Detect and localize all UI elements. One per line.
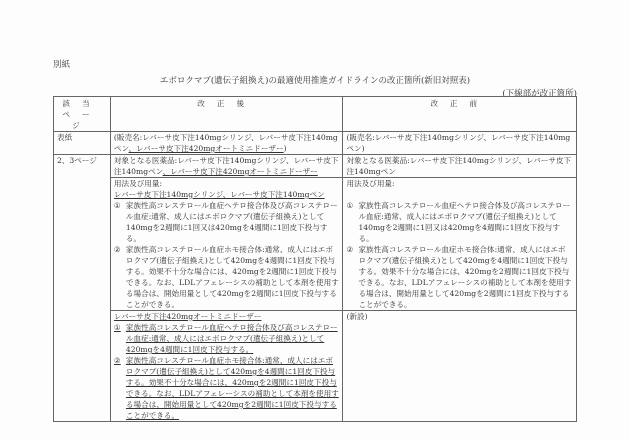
revised-subtitle: レバーサ皮下注140mgシリンジ、レバーサ皮下注140mgペン	[113, 190, 325, 199]
header-page: 該当ページ	[54, 97, 111, 132]
table-row	[54, 132, 577, 155]
new-establishment-note: (新設)	[343, 310, 576, 322]
target-drug-block: 対象となる医薬品:レバーサ皮下注140mgシリンジ、レバーサ皮下注140mgペン	[346, 156, 572, 176]
dosage-item: ② 家族性高コレステロール血症ホモ接合体:通常、成人にはエボロクマブ(遺伝子組換え)として420mgを4週間に1回皮下投与する。効果不十分な場合には、420mgを2週間に1回皮下投与できる。なお、LDLアフェレーシスの補助として本剤を使用する場合は、開始用量として420mgを2週間に1回皮下投与することができる。	[113, 356, 339, 420]
page-cell: 表紙	[54, 132, 111, 155]
table-row	[54, 155, 577, 422]
dosage-block: 用法及び用量: レバーサ皮下注140mgシリンジ、レバーサ皮下注140mgペン ① 家族性高コレステロール血症ヘテロ接合体及び高コレステロール血症:通常、成人にはエボロクマブ(遺伝子組換え)として140mgを2週間に1回又は420mgを4週間に1回皮下投与する。 ② 家族性高コレステロール血症ホモ接合体:通常、成人にはエボロクマブ(遺伝子組換え)として420mgを4週間に1回皮下投与する。効果不十分な場合には、420mgを2週間に1回皮下投与できる。なお、LDLアフェレーシスの補助として本剤を使用する場合は、開始用量として420mgを2週間に1回皮下投与することができる。	[111, 177, 343, 310]
revised-text: 、レバーサ皮下注420mgオートミニドーザー	[162, 167, 318, 176]
before-cell	[343, 155, 577, 422]
document-title: エボロクマブ(遺伝子組換え)の最適使用推進ガイドラインの改正箇所(新旧対照表)	[159, 76, 471, 86]
dosage-block: 用法及び用量: ① 家族性高コレステロール血症ヘテロ接合体及び高コレステロール血症:通常、成人にはエボロクマブ(遺伝子組換え)として140mgを2週間に1回又は420mgを4週間に1回皮下投与する。 ② 家族性高コレステロール血症ホモ接合体:通常、成人にはエボロクマブ(遺伝子組換え)として420mgを4週間に1回皮下投与する。効果不十分な場合には、420mgを2週間に1回皮下投与できる。なお、LDLアフェレーシスの補助として本剤を使用する場合は、開始用量として420mgを2週間に1回皮下投与することができる。	[343, 177, 576, 310]
comparison-table	[53, 96, 577, 422]
dosage-item: ① 家族性高コレステロール血症ヘテロ接合体及び高コレステロール血症:通常、成人にはエボロクマブ(遺伝子組換え)として140mgを2週間に1回又は420mgを4週間に1回皮下投与する。	[346, 201, 571, 243]
after-cell: (販売名:レバーサ皮下注140mgシリンジ、レバーサ皮下注140mgペン、レバーサ皮下注420mgオートミニドーザー)	[110, 132, 343, 155]
new-dosage-block: レバーサ皮下注420mgオートミニドーザー ① 家族性高コレステロール血症ヘテロ接合体及び高コレステロール血症:通常、成人にはエボロクマブ(遺伝子組換え)として420mgを4週間に1回皮下投与する。 ② 家族性高コレステロール血症ホモ接合体:通常、成人にはエボロクマブ(遺伝子組換え)として420mgを4週間に1回皮下投与する。効果不十分な場合には、420mgを2週間に1回皮下投与できる。なお、LDLアフェレーシスの補助として本剤を使用する場合は、開始用量として420mgを2週間に1回皮下投与することができる。	[111, 310, 343, 421]
dosage-item: ① 家族性高コレステロール血症ヘテロ接合体及び高コレステロール血症:通常、成人にはエボロクマブ(遺伝子組換え)として420mgを4週間に1回皮下投与する。	[113, 323, 338, 354]
page-cell: 2、3ページ	[54, 155, 111, 422]
table-header-row	[54, 97, 577, 132]
header-before: 改正前	[343, 97, 577, 132]
dosage-item: ② 家族性高コレステロール血症ホモ接合体:通常、成人にはエボロクマブ(遺伝子組換え)として420mgを4週間に1回皮下投与する。効果不十分な場合には、420mgを2週間に1回皮下投与できる。なお、LDLアフェレーシスの補助として本剤を使用する場合は、開始用量として420mgを2週間に1回皮下投与することができる。	[113, 245, 339, 309]
header-after: 改正後	[110, 97, 343, 132]
dosage-item: ② 家族性高コレステロール血症ホモ接合体:通常、成人にはエボロクマブ(遺伝子組換え)として420mgを4週間に1回皮下投与する。効果不十分な場合には、420mgを2週間に1回皮下投与できる。なお、LDLアフェレーシスの補助として本剤を使用する場合は、開始用量として420mgを2週間に1回皮下投与することができる。	[346, 245, 572, 309]
revised-text: 、レバーサ皮下注420mgオートミニドーザー	[128, 144, 284, 153]
after-cell	[110, 155, 343, 422]
dosage-item: ① 家族性高コレステロール血症ヘテロ接合体及び高コレステロール血症:通常、成人にはエボロクマブ(遺伝子組換え)として140mgを2週間に1回又は420mgを4週間に1回皮下投与する。	[113, 201, 338, 243]
annex-label: 別紙	[53, 60, 71, 70]
underline-note: (下線部が改正箇所)	[502, 89, 577, 99]
target-drug-block: 対象となる医薬品:レバーサ皮下注140mgシリンジ、レバーサ皮下注140mgペン、レバーサ皮下注420mgオートミニドーザー	[113, 156, 339, 176]
before-cell: (販売名:レバーサ皮下注140mgシリンジ、レバーサ皮下注140mgペン)	[343, 132, 577, 155]
